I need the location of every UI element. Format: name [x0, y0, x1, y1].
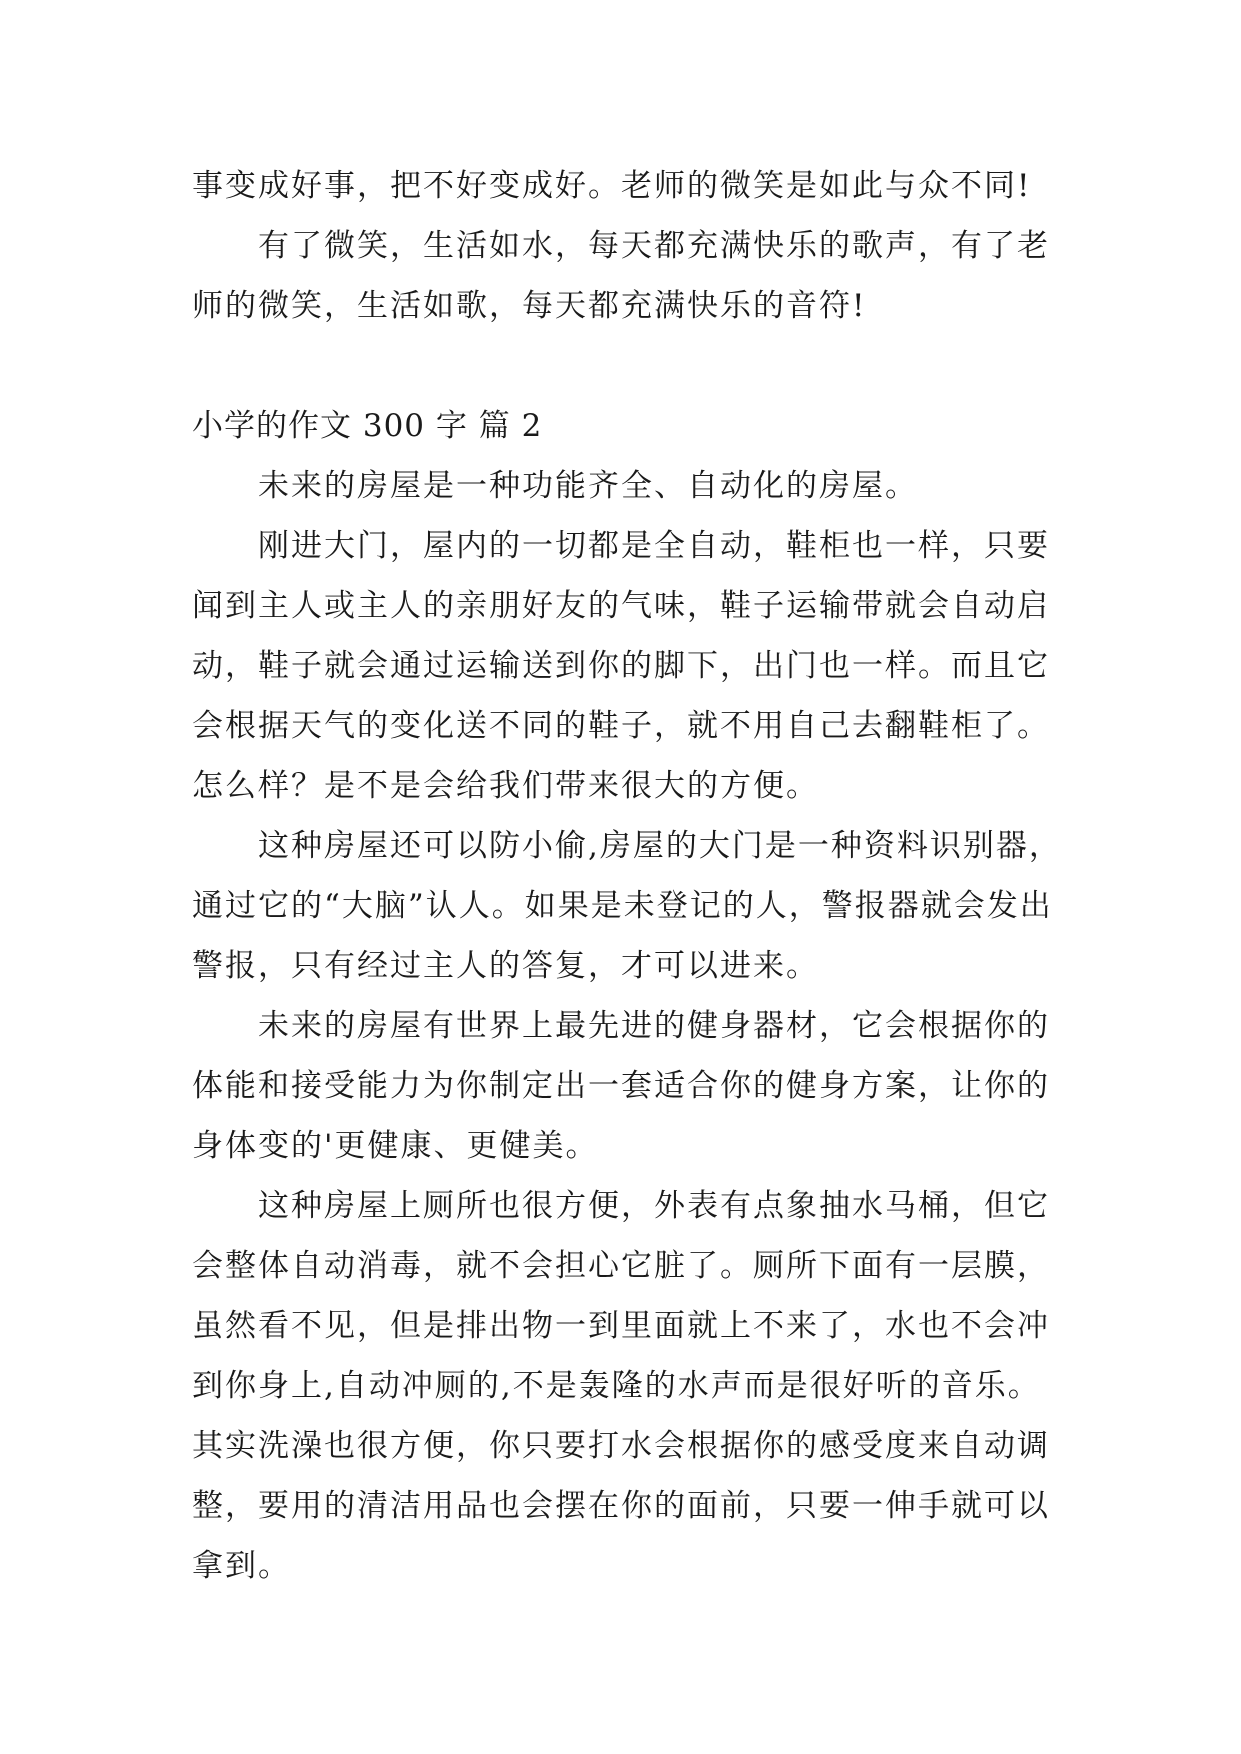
paragraph: 未来的房屋是一种功能齐全、自动化的房屋。: [258, 468, 918, 504]
paragraph: 未来的房屋有世界上最先进的健身器材，它会根据你的体能和接受能力为你制定出一套适合你的健身方案，让你的身体变的'更健康、更健美。: [192, 1008, 1050, 1164]
paragraph: 刚进大门，屋内的一切都是全自动，鞋柜也一样，只要闻到主人或主人的亲朋好友的气味，鞋子运输带就会自动启动，鞋子就会通过运输送到你的脚下，出门也一样。而且它会根据天气的变化送不同的鞋子，就不用自己去翻鞋柜了。怎么样？是不是会给我们带来很大的方便。: [192, 528, 1050, 804]
paragraph: 这种房屋还可以防小偷,房屋的大门是一种资料识别器，通过它的“大脑”认人。如果是未登记的人，警报器就会发出警报，只有经过主人的答复，才可以进来。: [192, 828, 1062, 984]
paragraph-continuation: 事变成好事，把不好变成好。老师的微笑是如此与众不同!: [192, 168, 1032, 204]
section-heading: 小学的作文 300 字 篇 2: [192, 408, 543, 444]
document-body: [192, 156, 1072, 1596]
paragraph: 有了微笑，生活如水，每天都充满快乐的歌声，有了老师的微笑，生活如歌，每天都充满快乐的音符!: [192, 228, 1050, 324]
paragraph: 这种房屋上厕所也很方便，外表有点象抽水马桶，但它会整体自动消毒，就不会担心它脏了。厕所下面有一层膜，虽然看不见，但是排出物一到里面就上不来了，水也不会冲到你身上,自动冲厕的,不是轰隆的水声而是很好听的音乐。其实洗澡也很方便，你只要打水会根据你的感受度来自动调整，要用的清洁用品也会摆在你的面前，只要一伸手就可以拿到。: [192, 1188, 1050, 1584]
